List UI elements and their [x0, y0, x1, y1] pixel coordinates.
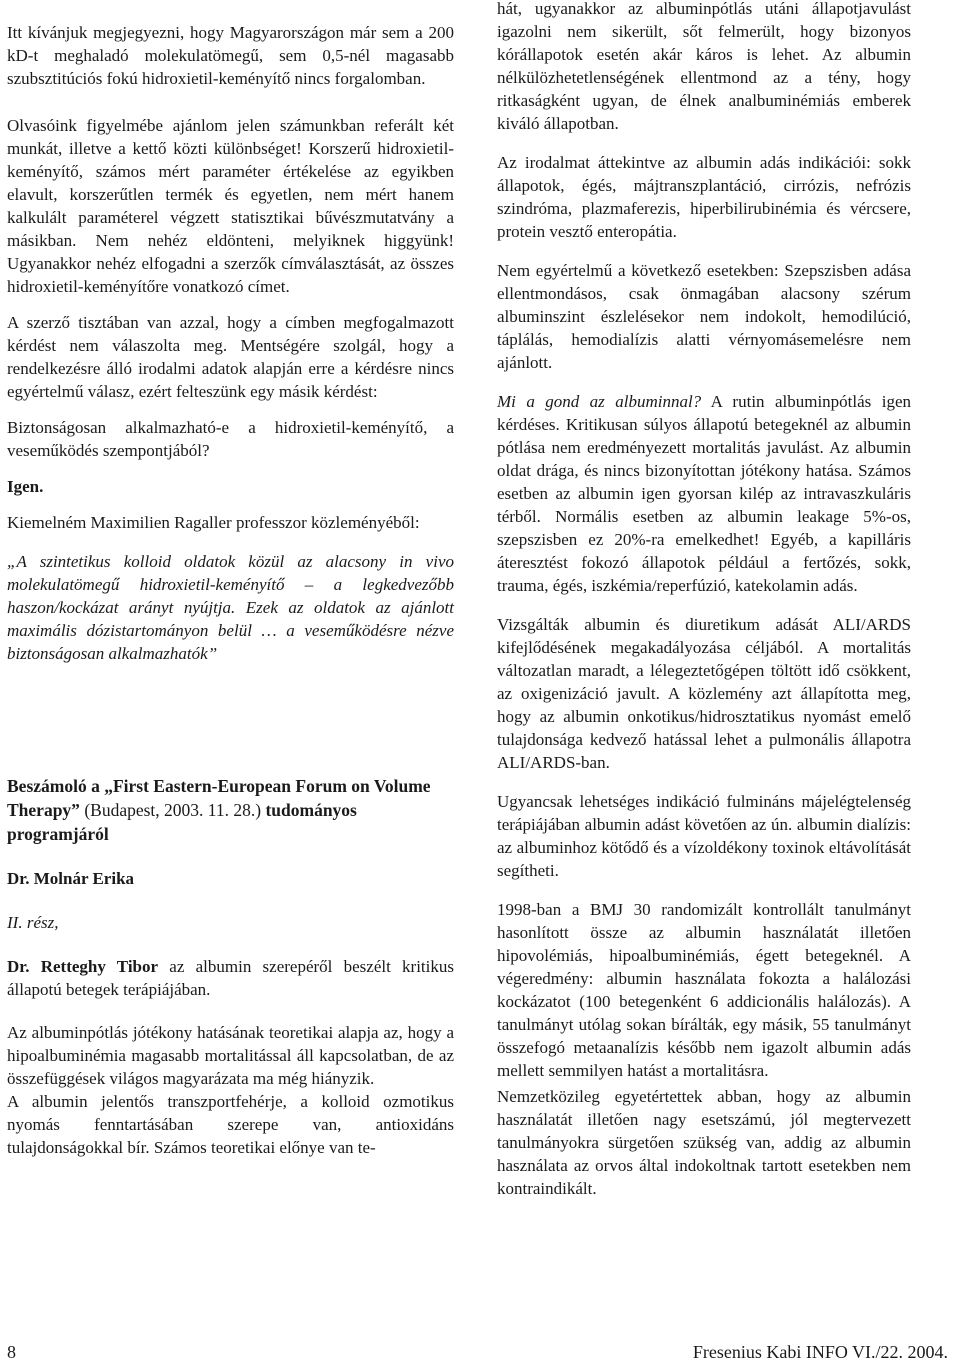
publication-footer: Fresenius Kabi INFO VI./22. 2004. — [692, 1342, 948, 1362]
paragraph-bmj-study: 1998-ban a BMJ 30 randomizált kontrollált tanulmányt hasonlított össze az albumin használatát illetően hipovolémiás, hipoalbuminémiás, égett betegeknél. A végeredmény: albumin használata fokozta a halálozási kockázatot (100 betegenként 6 addicionális halálozás). A tanulmányt utólag sokan bírálták, egy másik, 55 tanulmányt összefogó metaanalízis később nem igazolt albumin adás mellett semmilyen hatást a mortalitásra. — [497, 900, 911, 1080]
paragraph-intro: Itt kívánjuk megjegyezni, hogy Magyarországon már sem a 200 kD-t meghaladó molekulatömegű, sem 0,5-nél magasabb szubsztitúciós fokú hidroxietil-keményítő nincs forgalomban. — [7, 23, 454, 88]
paragraph-theory: Az albuminpótlás jótékony hatásának teoretikai alapja az, hogy a hipoalbuminémia magasabb mortalitással áll kapcsolatban, de az összefüggések világos magyarázata ma még hiányzik. — [7, 1023, 454, 1088]
page-number: 8 — [7, 1342, 16, 1362]
paragraph-readers: Olvasóink figyelmébe ajánlom jelen számunkban referált két munkát, illetve a kettő közti különbséget! Korszerű hidroxietil-keményítő, számos mért paraméter értékelése az egyikben elavult, korszerűtlen termék és egyetlen, nem mért hanem kalkulált paraméterel végzett statisztikai bűvészmutatvány a másikban. Nem nehéz eldönteni, melyiknek higgyünk! Ugyanakkor nehéz elfogadni a szerzők címválasztását, az összes hidroxietil-keményítőre vonatkozó címet. — [7, 116, 454, 296]
report-heading-tail: tudományos programjáról — [7, 800, 357, 844]
paragraph-liver-failure: Ugyancsak lehetséges indikáció fulmináns májelégtelenség terápiájában albumin adást követően az ún. albumin dialízis: az albuminhoz kötődő és a vízoldékony toxinok eltávolítását segítheti. — [497, 792, 911, 880]
right-column — [497, 0, 911, 1200]
paragraph-consensus: Nemzetközileg egyetértettek abban, hogy az albumin használatát illetően nagy esetszámú, jól megtervezett tanulmányokra sürgetően szükség van, addig az albumin használata az orvos által indokoltnak tartott esetekben nem kontraindikált. — [497, 1087, 911, 1198]
paragraph-ali-ards: Vizsgálták albumin és diuretikum adását ALI/ARDS kifejlődésének megakadályozása céljából. A mortalitás változatlan maradt, a lélegeztetőgépen töltött idő csökkent, az oxigenizáció javult. A közlemény azt állapította meg, hogy az albumin onkotikus/hidrosztatikus nyomást emelő tulajdonsága kedvező hatással lehet a pulmonális állapotra ALI/ARDS-ban. — [497, 615, 911, 772]
paragraph-indications: Az irodalmat áttekintve az albumin adás indikációi: sokk állapotok, égés, májtranszplantáció, cirrózis, nefrózis szindróma, plazmaferezis, hiperbilirubinémia és vércsere, protein vesztő enteropátia. — [497, 153, 911, 241]
paragraph-continuation: hát, ugyanakkor az albuminpótlás utáni állapotjavulást igazolni nem sikerült, sőt felmerült, hogy bizonyos kórállapotok esetén akár káros is lehet. Az albumin nélkülözhetetlenségének ellentmond az a tény, hogy ritkaságként ugyan, de élnek analbuminémiás emberek kiváló állapotban. — [497, 0, 911, 133]
speaker-name: Dr. Retteghy Tibor — [7, 957, 159, 976]
author-name: Dr. Molnár Erika — [7, 869, 135, 888]
paragraph-answer: Igen. — [7, 477, 44, 496]
paragraph-author-question: A szerző tisztában van azzal, hogy a címben megfogalmazott kérdést nem válaszolta meg. Mentségére szolgál, hogy a rendelkezésre álló irodalmi adatok alapján erre a kérdésre nincs egyértelmű válasz, ezért felteszünk egy másik kérdést: — [7, 313, 454, 401]
paragraph-albumin-problem — [497, 390, 911, 597]
paragraph-retteghy — [7, 955, 454, 1001]
report-heading — [7, 774, 454, 846]
albumin-question: Mi a gond az albuminnal? — [497, 392, 702, 411]
left-column — [7, 0, 454, 1159]
paragraph-citation-intro: Kiemelném Maximilien Ragaller professzor közleményéből: — [7, 513, 420, 532]
speaker-topic: az albumin szerepéről beszélt kritikus állapotú betegek terápiájában. — [7, 957, 454, 999]
part-label: II. rész, — [7, 913, 59, 932]
quote-ragaller: „A szintetikus kolloid oldatok közül az alacsony in vivo molekulatömegű hidroxietil-keményítő – a legkedvezőbb haszon/kockázat arányt nyújtja. Ezek az oldatok az ajánlott maximális dózistartományon belül … a veseműködésre nézve biztonságosan alkalmazhatók” — [7, 552, 454, 663]
report-heading-title: Beszámoló a „First Eastern-European Forum on Volume Therapy” — [7, 776, 431, 820]
paragraph-transport: A albumin jelentős transzportfehérje, a kolloid ozmotikus nyomás fenntartásában szerepe van, antioxidáns tulajdonságokkal bír. Számos teoretikai előnye van te- — [7, 1092, 454, 1157]
albumin-problem-text: A rutin albuminpótlás igen kérdéses. Kritikusan súlyos állapotú betegeknél az albumin pótlása nem eredményezett mortalitás javulást. Az albumin oldat drága, és nincs bizonyítottan jótékony hatása. Számos esetben az albumin igen gyorsan kilép az intravaszkuláris térből. Normális esetben az albumin leakage 5%-os, szepszisben ez 20%-ra emelkedhet! Egyéb, a kapilláris áteresztést fokozó állapotok például a fertőzés, sokk, trauma, égés, iszkémia/reperfúzió, katekolamin adás. — [497, 392, 911, 595]
paragraph-question: Biztonságosan alkalmazható-e a hidroxietil-keményítő, a veseműködés szempontjából? — [7, 418, 454, 460]
paragraph-unclear-cases: Nem egyértelmű a következő esetekben: Szepszisben adása ellentmondásos, csak önmagában alacsony szérum albuminszint észlelésekor nem indokolt, hemodilúció, táplálás, hemodialízis alatti vérnyomásemelésre nem ajánlott. — [497, 261, 911, 372]
report-heading-place-date: (Budapest, 2003. 11. 28.) — [79, 800, 266, 820]
